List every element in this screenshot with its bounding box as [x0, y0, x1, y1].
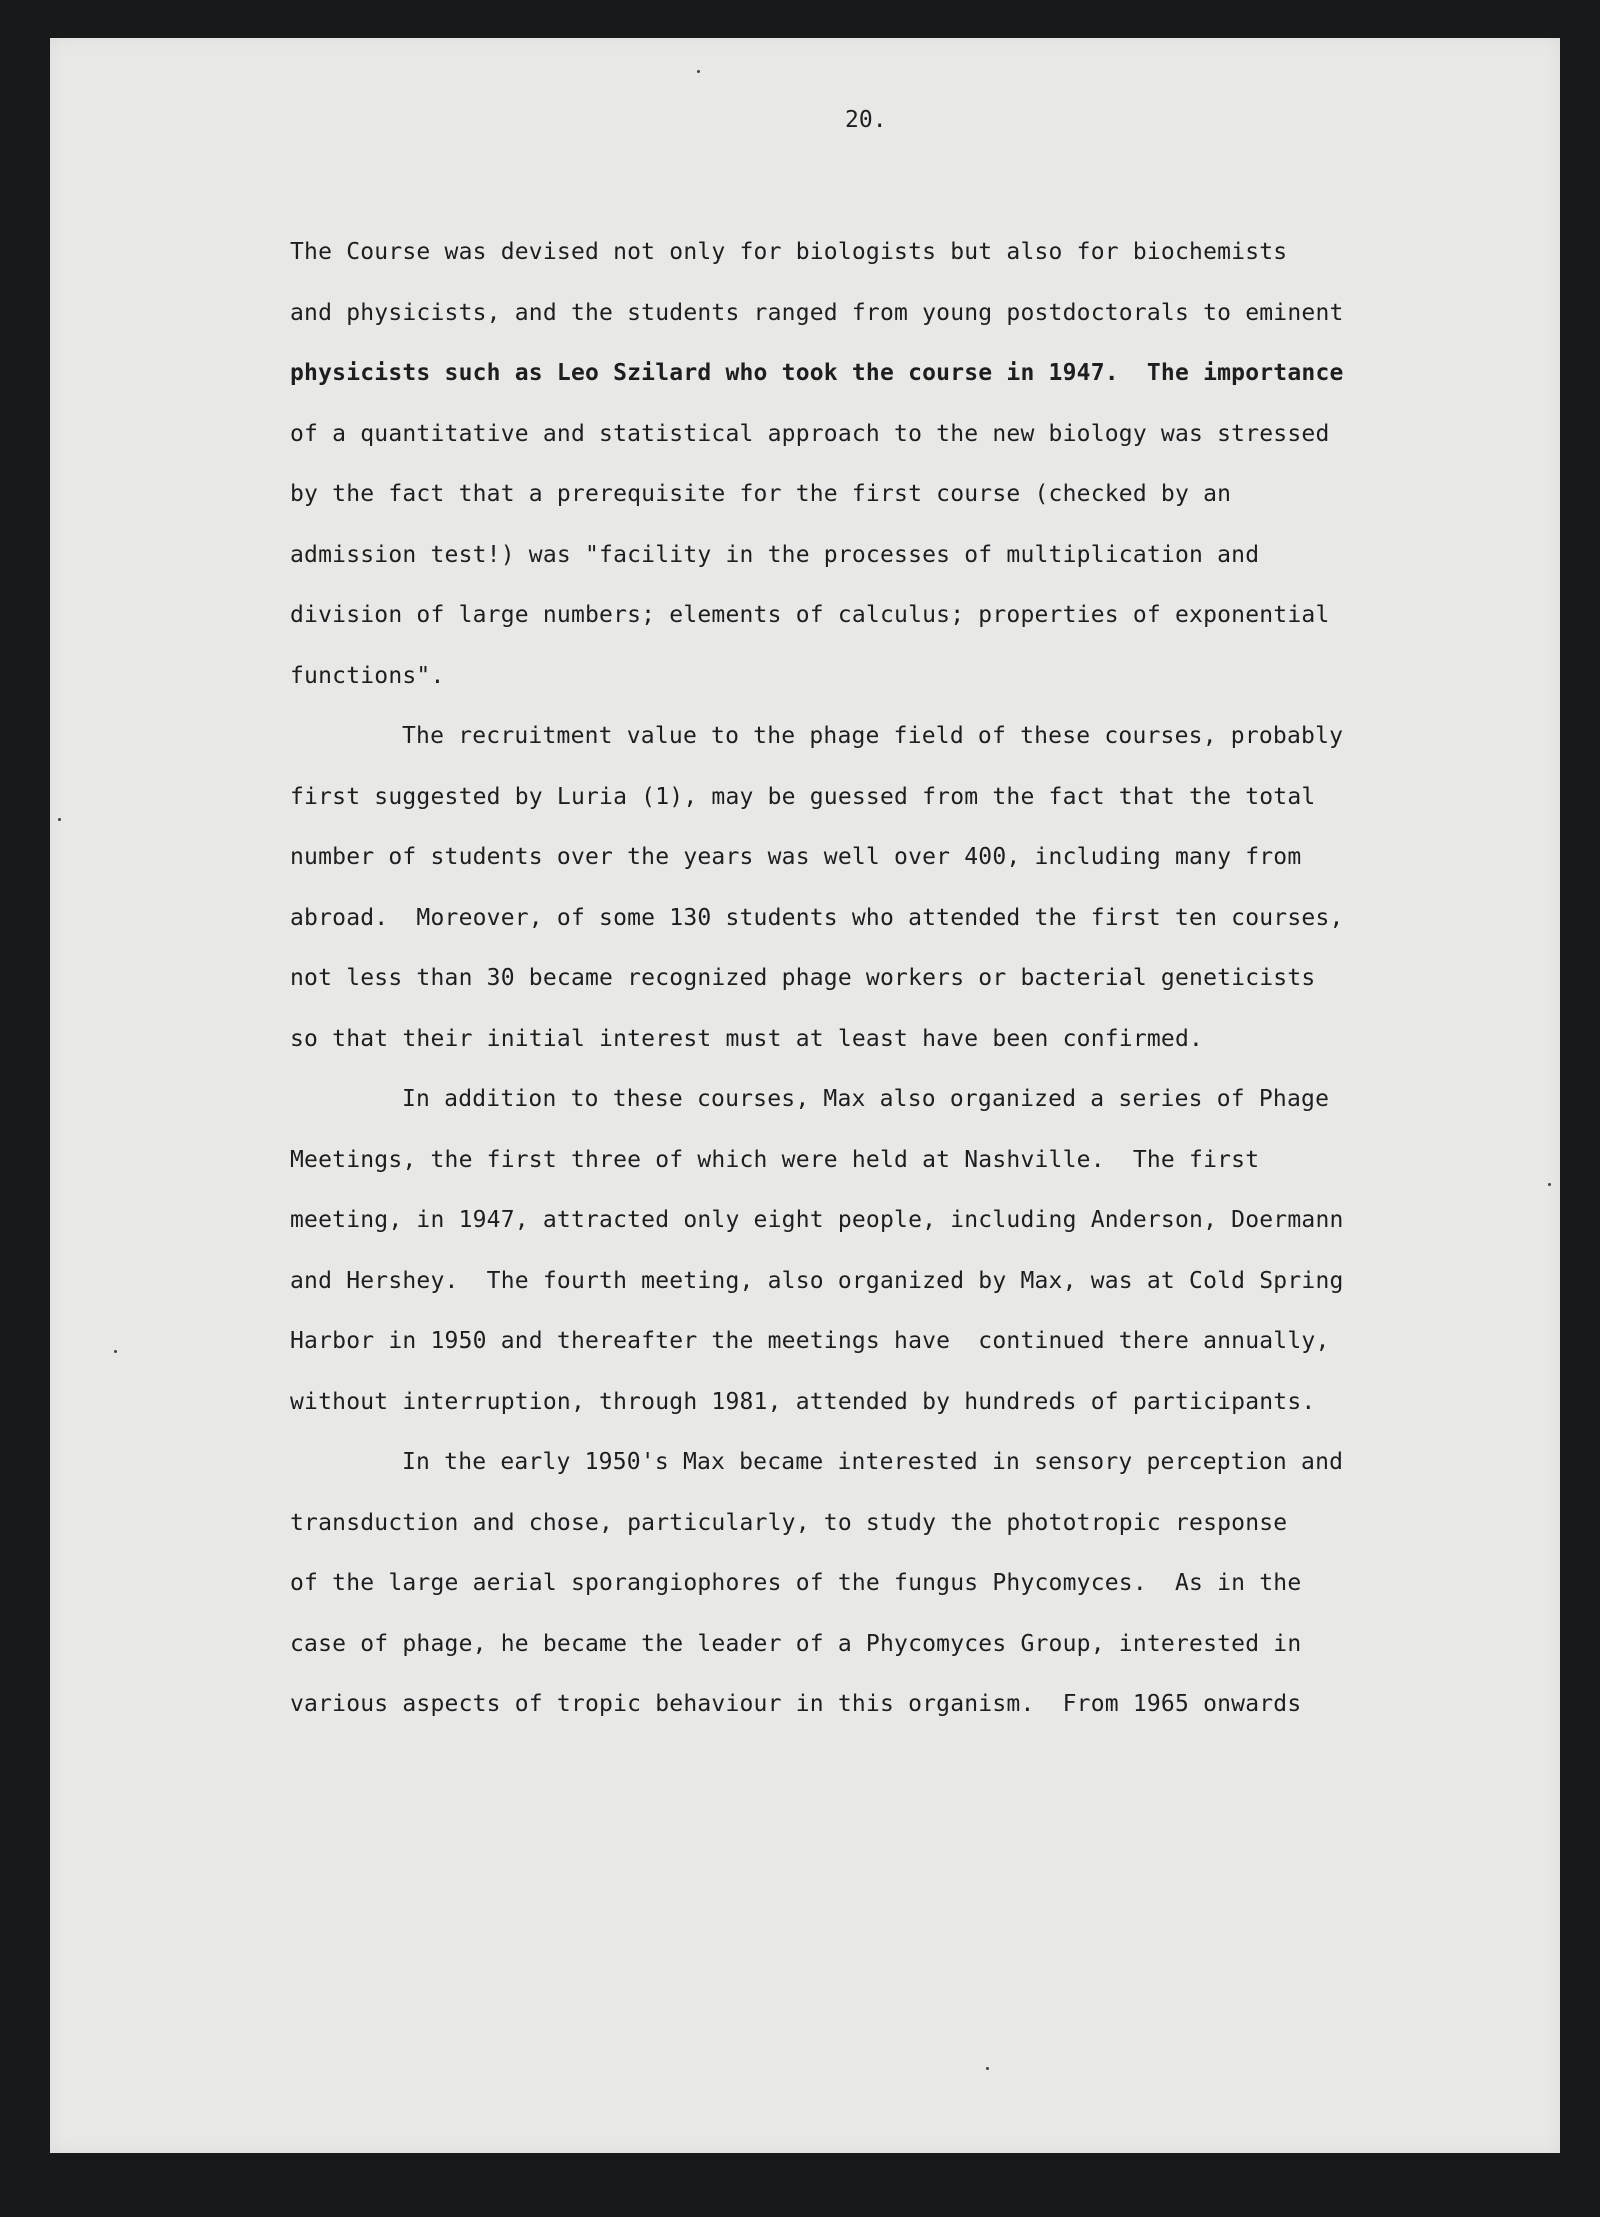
- text-line: physicists such as Leo Szilard who took the course in 1947. The importance: [290, 360, 1344, 386]
- paragraph: [290, 706, 1450, 1069]
- text-line: The recruitment value to the phage field of these courses, probably: [402, 723, 1344, 749]
- text-line: number of students over the years was well over 400, including many from: [290, 844, 1302, 870]
- text-line: abroad. Moreover, of some 130 students who attended the first ten courses,: [290, 904, 1344, 931]
- text-line: transduction and chose, particularly, to study the phototropic response: [290, 1509, 1288, 1536]
- text-line: In addition to these courses, Max also organized a series of Phage: [402, 1086, 1330, 1112]
- text-line: In the early 1950's Max became interested in sensory perception and: [402, 1449, 1344, 1475]
- text-line: division of large numbers; elements of calculus; properties of exponential: [290, 602, 1330, 628]
- text-line: of a quantitative and statistical approach to the new biology was stressed: [290, 420, 1330, 447]
- text-line: without interruption, through 1981, attended by hundreds of participants.: [290, 1388, 1316, 1415]
- paper-speck: [58, 818, 61, 821]
- text-line: Meetings, the first three of which were held at Nashville. The first: [290, 1146, 1260, 1173]
- text-line: of the large aerial sporangiophores of the fungus Phycomyces. As in the: [290, 1570, 1302, 1596]
- paragraph: [290, 1069, 1450, 1432]
- text-line: so that their initial interest must at least have been confirmed.: [290, 1025, 1204, 1052]
- paragraph: [290, 1432, 1450, 1735]
- paper-speck: [1548, 1183, 1551, 1186]
- text-line: first suggested by Luria (1), may be guessed from the fact that the total: [290, 783, 1316, 810]
- text-line: admission test!) was "facility in the processes of multiplication and: [290, 541, 1260, 568]
- paper-speck: [986, 2067, 989, 2070]
- text-line: meeting, in 1947, attracted only eight people, including Anderson, Doermann: [290, 1207, 1344, 1233]
- text-line: and physicists, and the students ranged from young postdoctorals to eminent: [290, 299, 1344, 326]
- text-line: functions".: [290, 662, 445, 689]
- text-line: by the fact that a prerequisite for the first course (checked by an: [290, 481, 1232, 507]
- paper-speck: [114, 1350, 117, 1353]
- text-line: various aspects of tropic behaviour in this organism. From 1965 onwards: [290, 1691, 1302, 1717]
- page-number: 20.: [845, 107, 887, 133]
- text-line: case of phage, he became the leader of a Phycomyces Group, interested in: [290, 1630, 1302, 1657]
- text-line: not less than 30 became recognized phage workers or bacterial geneticists: [290, 965, 1316, 991]
- text-line: The Course was devised not only for biologists but also for biochemists: [290, 239, 1288, 265]
- paper-speck: [697, 70, 700, 73]
- body-text: [290, 222, 1450, 1735]
- text-line: Harbor in 1950 and thereafter the meetings have continued there annually,: [290, 1328, 1330, 1354]
- text-line: and Hershey. The fourth meeting, also organized by Max, was at Cold Spring: [290, 1267, 1344, 1294]
- paragraph: [290, 222, 1450, 706]
